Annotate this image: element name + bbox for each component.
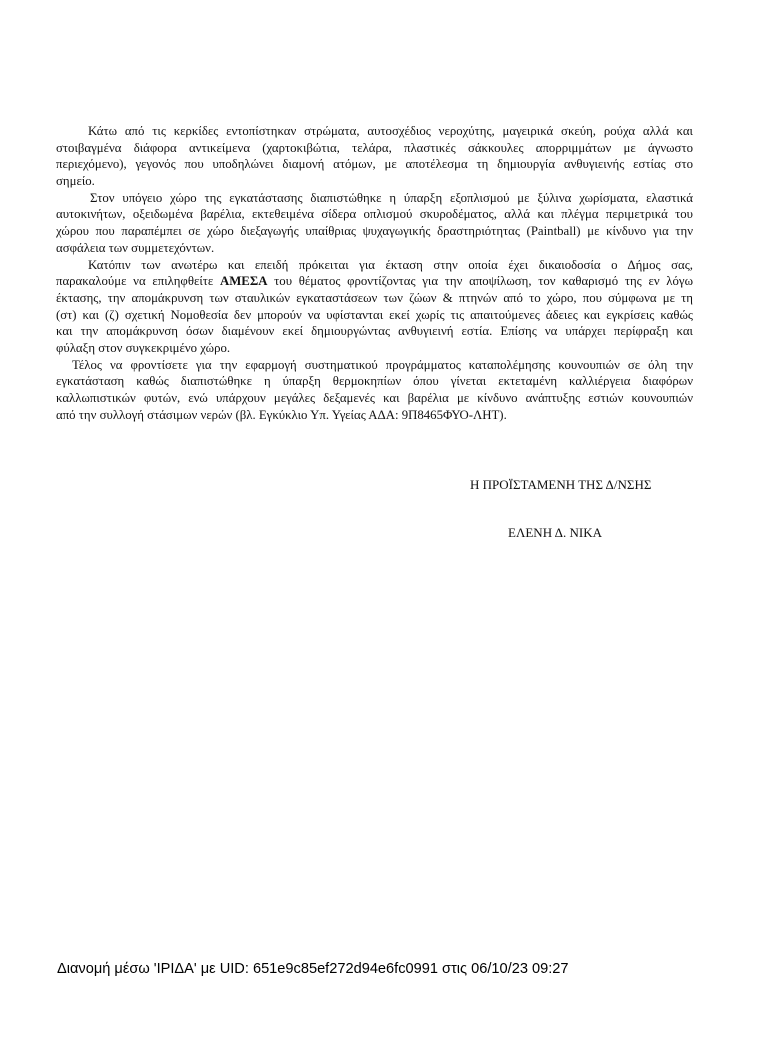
paragraph [56,257,693,357]
text-line [56,357,693,374]
paragraph [56,357,693,424]
text-segment: Στον υπόγειο χώρο της εγκατάστασης διαπιστώθηκε η ύπαρξη εξοπλισμού με ξύλινα χωρίσματα, ελαστικά [90,190,693,205]
text-segment: Κάτω από τις κερκίδες εντοπίστηκαν στρώματα, αυτοσχέδιος νεροχύτης, μαγειρικά σκεύη, ρούχα αλλά και [88,124,693,138]
text-line [56,257,693,274]
text-line [56,156,693,173]
text-line [56,373,693,390]
text-segment: σημείο. [56,174,95,189]
document-body [56,123,693,423]
text-line [56,323,693,340]
text-line [56,290,693,307]
text-line [56,307,693,324]
text-line [56,173,693,190]
text-segment: (στ) και (ζ) σχετική Νομοθεσία δεν μπορούν να υφίστανται εκεί χωρίς τις απαιτούμενες άδειες και εγκρίσεις καθώς [56,307,693,322]
text-segment: από την συλλογή στάσιμων νερών (βλ. Εγκύκλιο Υπ. Υγείας ΑΔΑ: 9Π8465ΦΥΟ-ΛΗΤ). [56,407,507,422]
text-segment: ασφάλεια των συμμετεχόντων. [56,240,215,255]
text-segment: περιεχόμενο), γεγονός που υποδηλώνει διαμονή ατόμων, με αποτέλεσμα τη δημιουργία ανθυγιεινής εστίας στο [56,157,693,172]
signature-title: Η ΠΡΟΪΣΤΑΜΕΝΗ ΤΗΣ Δ/ΝΣΗΣ [470,477,652,492]
text-segment: αυτοκινήτων, οξειδωμένα βαρέλια, εκτεθειμένα σίδερα οπλισμού σκυροδέματος, αλλά και πλέγμα περιμετρικά του [56,207,693,222]
paragraph [56,190,693,257]
text-segment: Κατόπιν των ανωτέρω και επειδή πρόκειται για έκταση στην οποία έχει δικαιοδοσία ο Δήμος σας, [88,257,693,272]
text-line [56,223,693,240]
distribution-footer: Διανομή μέσω 'ΙΡΙΔΑ' με UID: 651e9c85ef272d94e6fc0991 στις 06/10/23 09:27 [57,961,569,977]
text-segment: του θέματος φροντίζοντας για την αποψίλωση, τον καθαρισμό της εν λόγω [267,274,693,289]
text-segment: καλλωπιστικών φυτών, ενώ υπάρχουν μεγάλες δεξαμενές και βαρέλια με κίνδυνο ανάπτυξης εστιών κουνουπιών [56,391,693,405]
text-line [56,273,693,290]
text-segment: στοιβαγμένα διάφορα αντικείμενα (χαρτοκιβώτια, τελάρα, πλαστικές σάκκουλες απορριμμάτων με άγνωστο [56,140,693,155]
text-line [56,407,693,424]
text-line [56,140,693,157]
bold-text: ΑΜΕΣΑ [219,274,268,289]
signature-name: ΕΛΕΝΗ Δ. ΝΙΚΑ [508,525,602,540]
paragraph [56,123,693,190]
text-segment: και την απομάκρυνση όσων διαμένουν εκεί δημιουργώντας ανθυγιεινή εστία. Επίσης να υπάρχει περίφραξη και [56,324,693,339]
text-line [56,390,693,407]
text-segment: χώρου που παραπέμπει σε χώρο διεξαγωγής υπαίθριας ψυχαγωγικής δραστηριότητας (Paintball) με κίνδυνο για την [56,224,693,239]
text-line [56,123,693,140]
text-segment: φύλαξη στον συγκεκριμένο χώρο. [56,340,231,355]
text-segment: εγκατάσταση καθώς διαπιστώθηκε η ύπαρξη θερμοκηπίων όπου γίνεται εκτεταμένη καλλιέργεια διαφόρων [56,374,693,389]
text-line [56,340,693,357]
text-segment: έκτασης, την απομάκρυνση των σταυλικών εγκαταστάσεων των ζώων & πτηνών από το χώρο, που σύμφωνα με τη [56,290,693,305]
text-segment: Τέλος να φροντίσετε για την εφαρμογή συστηματικού προγράμματος καταπολέμησης κουνουπιών σε όλη την [72,357,693,372]
text-line [56,240,693,257]
text-line [56,190,693,207]
text-segment: παρακαλούμε να επιληφθείτε [56,274,220,289]
text-line [56,206,693,223]
